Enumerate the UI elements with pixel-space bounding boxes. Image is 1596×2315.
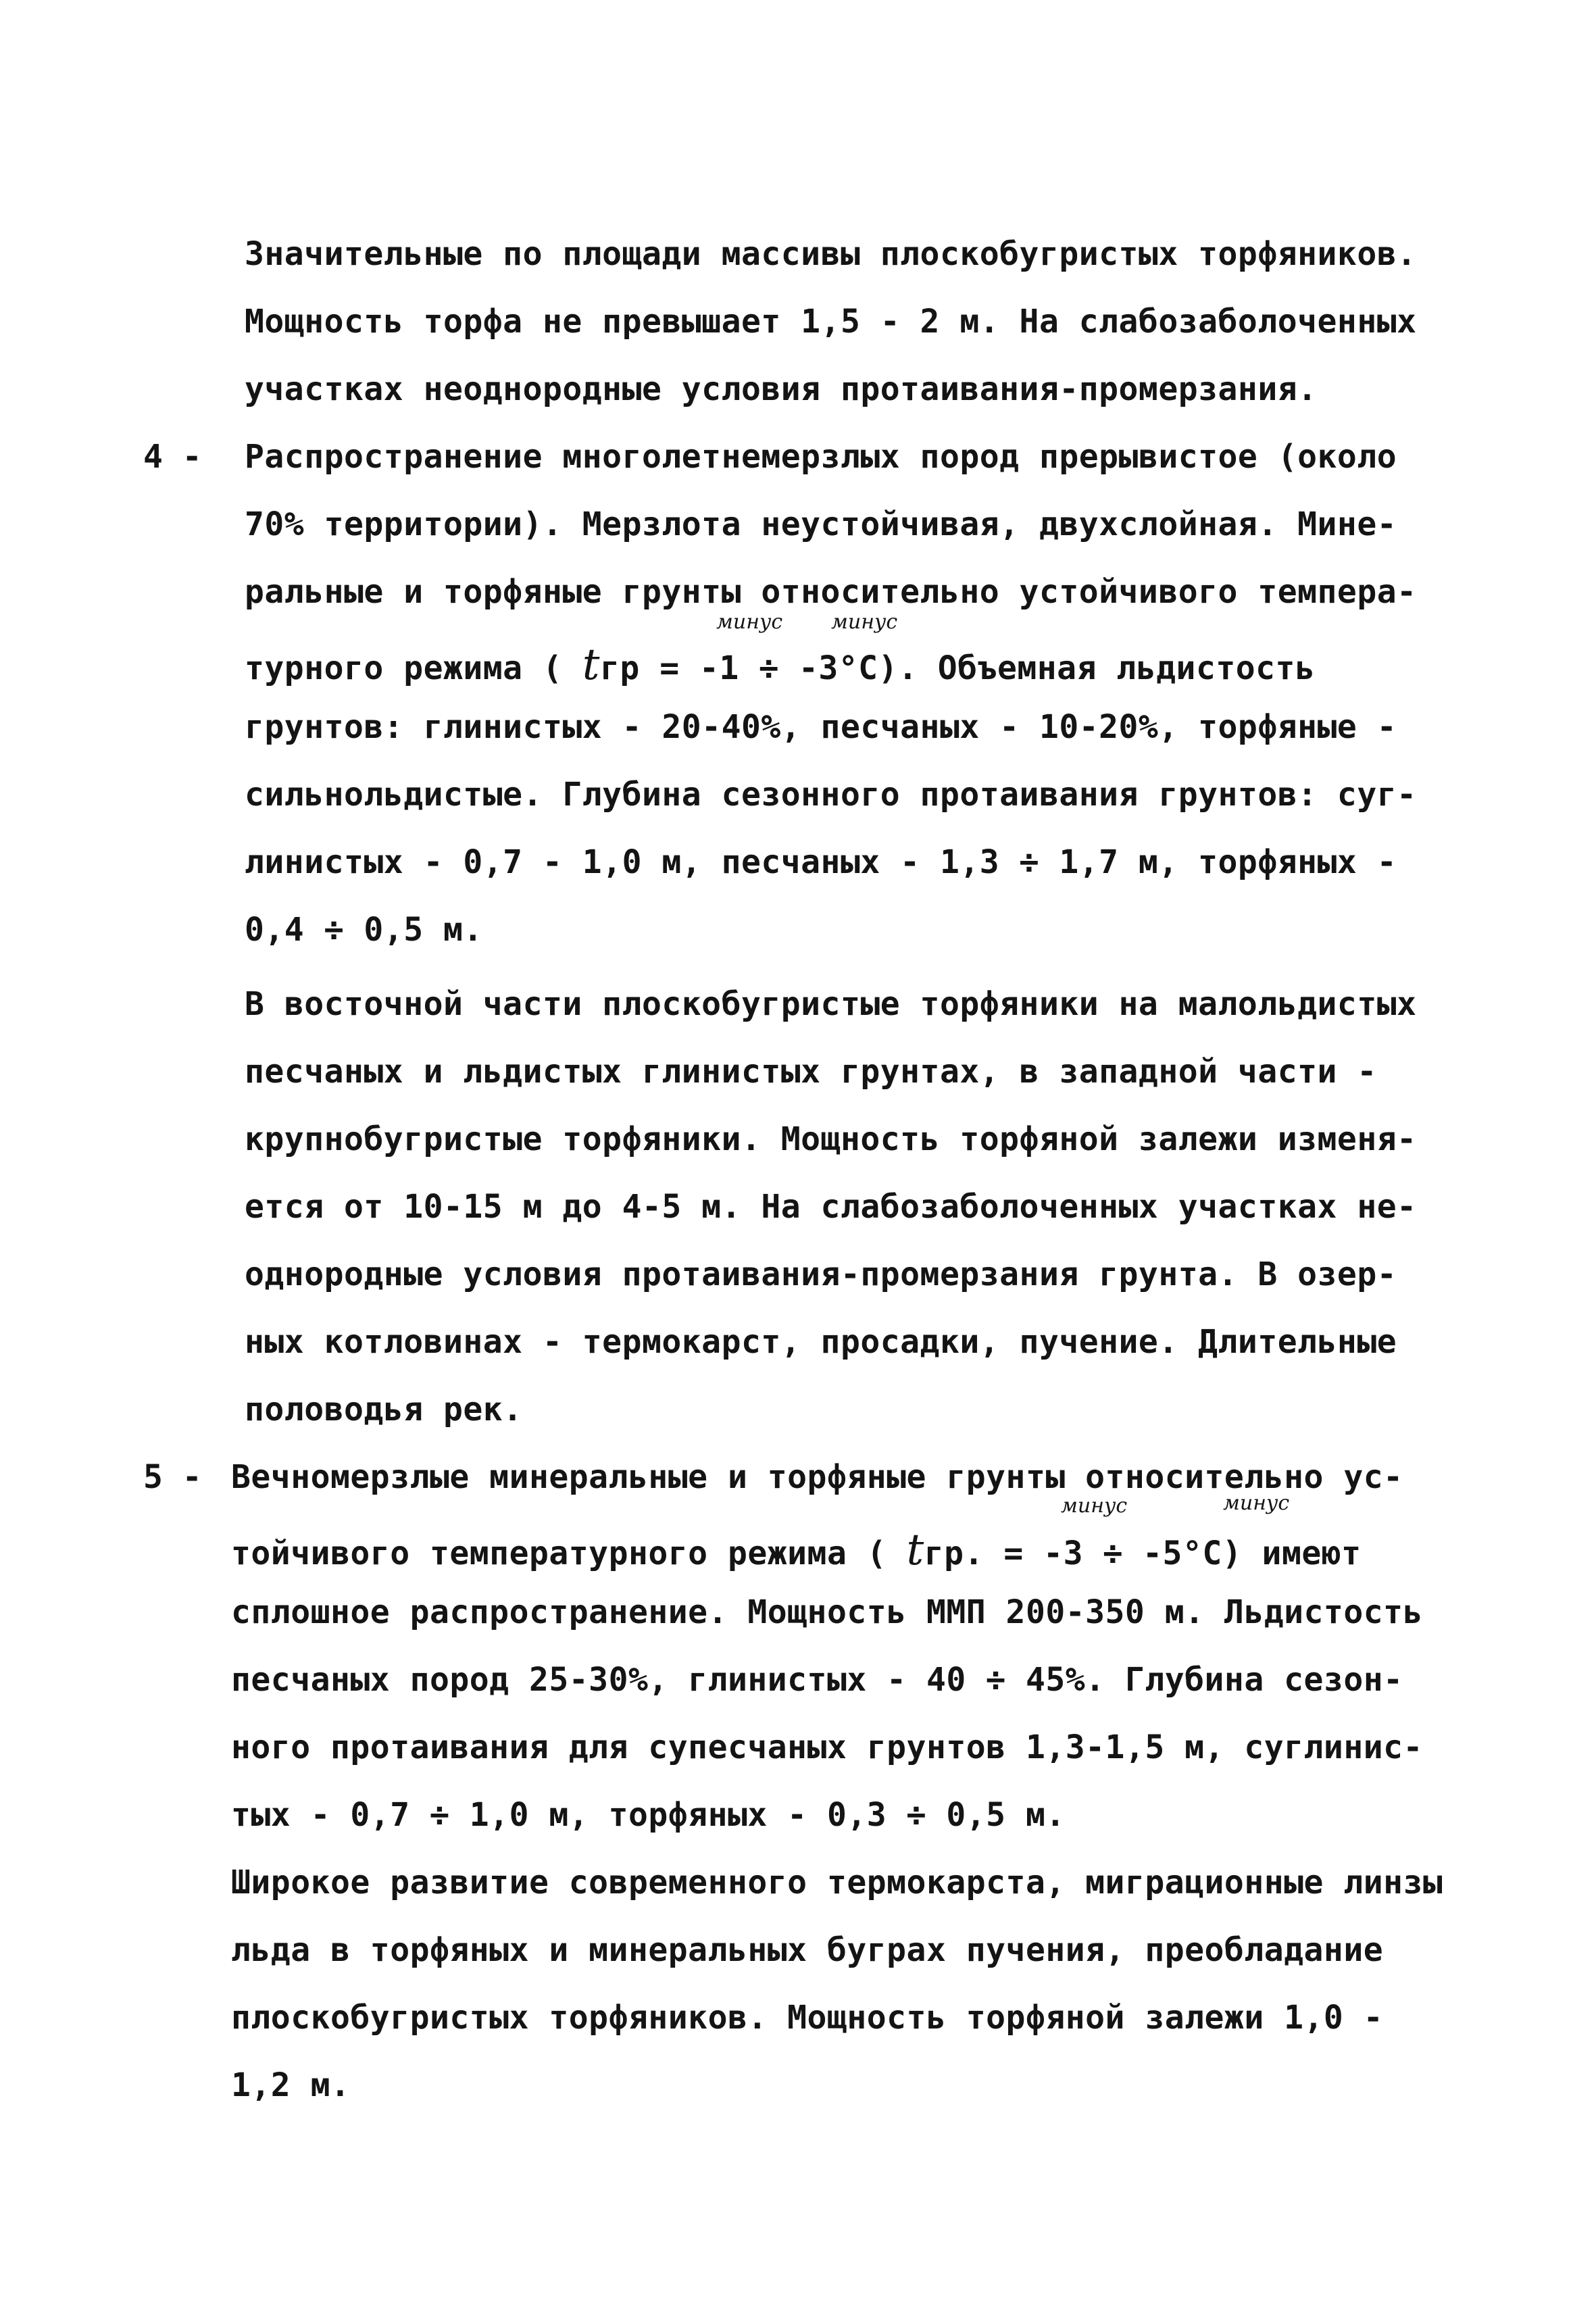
temp-after: Объемная льдистость [918,649,1316,687]
handwritten-note: минус [716,610,783,634]
text-line: ется от 10-15 м до 4-5 м. На слабозаболоченных участках не- [245,1188,1417,1226]
text-line: ных котловинах - термокарст, просадки, пучение. Длительные [245,1323,1397,1361]
text-line: Мощность торфа не превышает 1,5 - 2 м. На слабозаболоченных [245,303,1417,341]
temperature-symbol: t [906,1525,924,1575]
temperature-symbol: t [582,640,600,690]
text-line: 0,4 ÷ 0,5 м. [245,911,483,949]
text-line: тых - 0,7 ÷ 1,0 м, торфяных - 0,3 ÷ 0,5 м. [231,1796,1066,1834]
text-line: ральные и торфяные грунты относительно устойчивого темпера- [245,573,1417,611]
text-line: Широкое развитие современного термокарста, миграционные линзы [231,1864,1443,1901]
item-number: 5 - [143,1458,202,1496]
text-line: ного протаивания для супесчаных грунтов 1,3-1,5 м, суглинис- [231,1728,1423,1766]
temperature-line [245,640,1316,690]
text-line: сильнольдистые. Глубина сезонного протаивания грунтов: суг- [245,776,1417,814]
item-number: 4 - [143,438,202,476]
text-line: Распространение многолетнемерзлых пород прерывистое (около [245,438,1397,476]
text-line: песчаных пород 25-30%, глинистых - 40 ÷ 45%. Глубина сезон- [231,1661,1403,1699]
text-line: плоскобугристых торфяников. Мощность торфяной залежи 1,0 - [231,1999,1384,2037]
temperature-formula: = -1 ÷ -3°C). [639,649,918,687]
text-line: грунтов: глинистых - 20-40%, песчаных - 10-20%, торфяные - [245,708,1397,746]
text-line: В восточной части плоскобугристые торфяники на малольдистых [245,985,1417,1023]
temperature-formula: = -3 ÷ -5°C) [983,1535,1243,1572]
text-line: крупнобугристые торфяники. Мощность торфяной залежи изменя- [245,1120,1417,1158]
temperature-subscript: гр [600,649,640,687]
handwritten-note: минус [1223,1491,1290,1515]
temp-before: тойчивого температурного режима ( [231,1535,907,1572]
text-line: льда в торфяных и минеральных буграх пучения, преобладание [231,1931,1384,1969]
text-line: половодья рек. [245,1391,523,1428]
text-line: 70% территории). Мерзлота неустойчивая, двухслойная. Мине- [245,505,1397,543]
temperature-line [231,1525,1362,1575]
handwritten-note: минус [1061,1494,1128,1518]
handwritten-note: минус [831,610,898,634]
temp-after: имеют [1242,1535,1362,1572]
text-line: линистых - 0,7 - 1,0 м, песчаных - 1,3 ÷ 1,7 м, торфяных - [245,843,1397,881]
temp-before: турного режима ( [245,649,582,687]
text-line: Вечномерзлые минеральные и торфяные грунты относительно ус- [231,1458,1403,1496]
text-line: 1,2 м. [231,2066,351,2104]
text-line: однородные условия протаивания-промерзания грунта. В озер- [245,1255,1397,1293]
text-line: Значительные по площади массивы плоскобугристых торфяников. [245,235,1417,273]
temperature-subscript: гр. [924,1535,984,1572]
text-line: сплошное распространение. Мощность ММП 200-350 м. Льдистость [231,1593,1423,1631]
text-line: песчаных и льдистых глинистых грунтах, в западной части - [245,1053,1377,1091]
text-line: участках неоднородные условия протаивания-промерзания. [245,370,1318,408]
